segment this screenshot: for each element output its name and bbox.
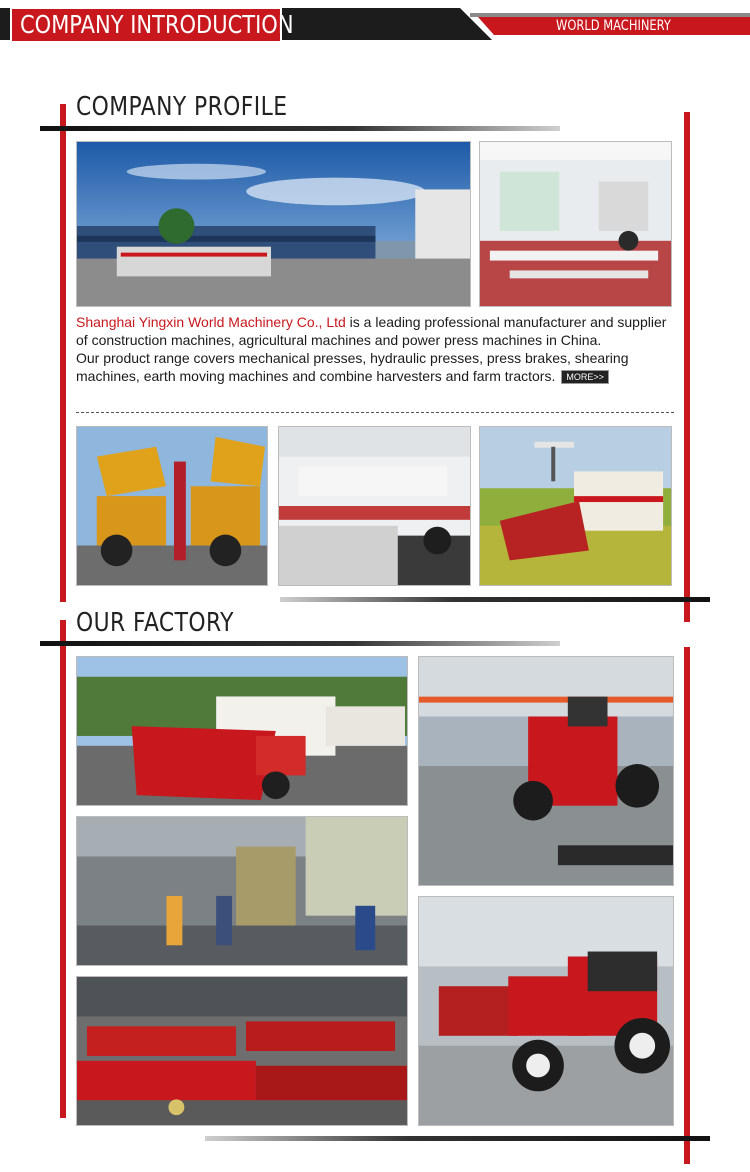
profile-right-accent xyxy=(684,112,690,622)
factory-top-rule xyxy=(40,641,560,646)
company-description xyxy=(76,313,676,385)
brand-label: WORLD MACHINERY xyxy=(556,18,671,34)
profile-left-accent xyxy=(60,104,66,602)
more-button[interactable]: MORE>> xyxy=(561,370,609,384)
tractor-fleet-photo xyxy=(418,896,674,1126)
page-title: COMPANY INTRODUCTION xyxy=(20,10,294,39)
factory-right-accent xyxy=(684,647,690,1164)
description-sentence-2: Our product range covers mechanical presses, hydraulic presses, press brakes, shearing machines, earth moving machines and combine harvesters and farm tractors. xyxy=(76,350,629,384)
dashed-divider xyxy=(76,412,674,413)
factory-left-accent xyxy=(60,620,66,1118)
harvester-row-photo xyxy=(76,656,408,806)
press-workshop-photo xyxy=(76,816,408,966)
profile-top-rule xyxy=(40,126,560,131)
profile-heading: COMPANY PROFILE xyxy=(76,92,288,122)
office-photo-2 xyxy=(278,426,471,586)
company-name: Shanghai Yingxin World Machinery Co., Ltd xyxy=(76,314,346,330)
description-sentence-1: is a leading professional manufacturer and supplier of construction machines, agricultural machines and power press machines in China. xyxy=(76,314,667,348)
office-photo-1 xyxy=(479,141,672,307)
harvester-field-photo xyxy=(479,426,672,586)
factory-heading: OUR FACTORY xyxy=(76,608,234,638)
profile-bottom-rule xyxy=(280,597,710,602)
loader-exhibition-photo xyxy=(76,426,268,586)
tractor-assembly-line-photo xyxy=(418,656,674,886)
factory-bottom-rule xyxy=(205,1136,710,1141)
harvester-headers-photo xyxy=(76,976,408,1126)
company-building-photo xyxy=(76,141,471,307)
